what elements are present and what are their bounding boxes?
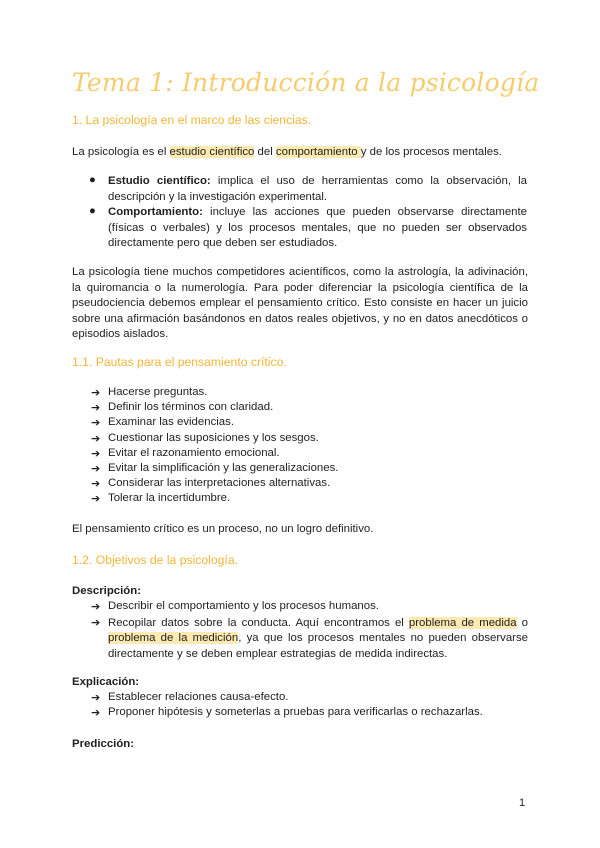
arrow-icon: ➔ <box>91 477 101 491</box>
bullet-icon: ● <box>89 174 96 186</box>
arrow-icon: ➔ <box>91 431 101 445</box>
list-item: ➔ Evitar el razonamiento emocional. <box>91 446 280 460</box>
page-title: Tema 1: Introducción a la psicología <box>72 68 540 97</box>
list-item: ➔ Evitar la simplificación y las generalizaciones. <box>91 461 339 475</box>
pseudoscience-paragraph: La psicología tiene muchos competidores acientíficos, como la astrología, la adivinación, la quiromancia o la numerología. Para poder diferenciar la psicología científica de la pseudociencia debemos emplear el pensamiento crítico. Esto consiste en hacer un juicio sobre una afirmación basándonos en datos reales objetivos, y no en datos anecdóticos o episodios aislados. <box>72 266 528 341</box>
list-item-medicion: Recopilar datos sobre la conducta. Aquí encontramos el problema de medida o problema de la medición, ya que los procesos mentales no pueden observarse directamente y se deben emplear estrategias de medida indirectas. <box>108 617 528 660</box>
page-number: 1 <box>519 797 526 809</box>
list-item: Describir el comportamiento y los procesos humanos. <box>108 600 379 612</box>
highlight-problema-de-la-medicion: problema de la medición <box>108 632 239 645</box>
arrow-icon: ➔ <box>91 446 101 460</box>
bullet-item-comportamiento: Comportamiento: incluye las acciones que pueden observarse directamente (físicas o verbales) y los procesos mentales, que no pueden ser observados directamente pero que deben ser estudiados. <box>108 206 527 250</box>
section-heading-1-2: 1.2. Objetivos de la psicología. <box>72 553 238 567</box>
list-item: ➔ Hacerse preguntas. <box>91 386 208 399</box>
list-item: ➔ Cuestionar las suposiciones y los sesgos. <box>91 431 319 445</box>
arrow-icon: ➔ <box>91 416 101 430</box>
arrow-icon: ➔ <box>91 616 101 629</box>
list-item: ➔ Considerar las interpretaciones alternativas. <box>91 477 331 491</box>
section-heading-1: 1. La psicología en el marco de las ciencias. <box>72 113 312 127</box>
label-descripcion: Descripción: <box>72 585 141 597</box>
arrow-icon: ➔ <box>91 706 101 719</box>
list-item: Establecer relaciones causa-efecto. <box>108 691 289 703</box>
section-heading-1-1: 1.1. Pautas para el pensamiento crítico. <box>72 355 287 369</box>
highlight-estudio-cientifico: estudio científico <box>169 146 255 158</box>
bullet-item-estudio: Estudio científico: implica el uso de herramientas como la observación, la descripción y la investigación experimental. <box>108 175 527 203</box>
arrow-icon: ➔ <box>91 461 101 475</box>
critical-thinking-closing: El pensamiento crítico es un proceso, no un logro definitivo. <box>72 523 374 535</box>
list-item: ➔ Tolerar la incertidumbre. <box>91 492 231 506</box>
arrow-icon: ➔ <box>91 492 101 506</box>
critical-thinking-list <box>0 386 600 508</box>
arrow-icon: ➔ <box>91 600 101 613</box>
intro-paragraph: La psicología es el estudio científico del comportamiento y de los procesos mentales. <box>72 146 502 158</box>
arrow-icon: ➔ <box>91 691 101 704</box>
label-explicacion: Explicación: <box>72 676 140 688</box>
list-item: Proponer hipótesis y someterlas a pruebas para verificarlas o rechazarlas. <box>108 706 483 718</box>
arrow-icon: ➔ <box>91 386 101 399</box>
bullet-icon: ● <box>89 205 96 217</box>
arrow-icon: ➔ <box>91 401 101 415</box>
highlight-problema-de-medida: problema de medida <box>408 617 517 629</box>
highlight-comportamiento: comportamiento <box>275 146 361 158</box>
list-item: ➔ Examinar las evidencias. <box>91 416 234 430</box>
list-item: ➔ Definir los términos con claridad. <box>91 401 274 415</box>
label-prediccion: Predicción: <box>72 738 135 750</box>
